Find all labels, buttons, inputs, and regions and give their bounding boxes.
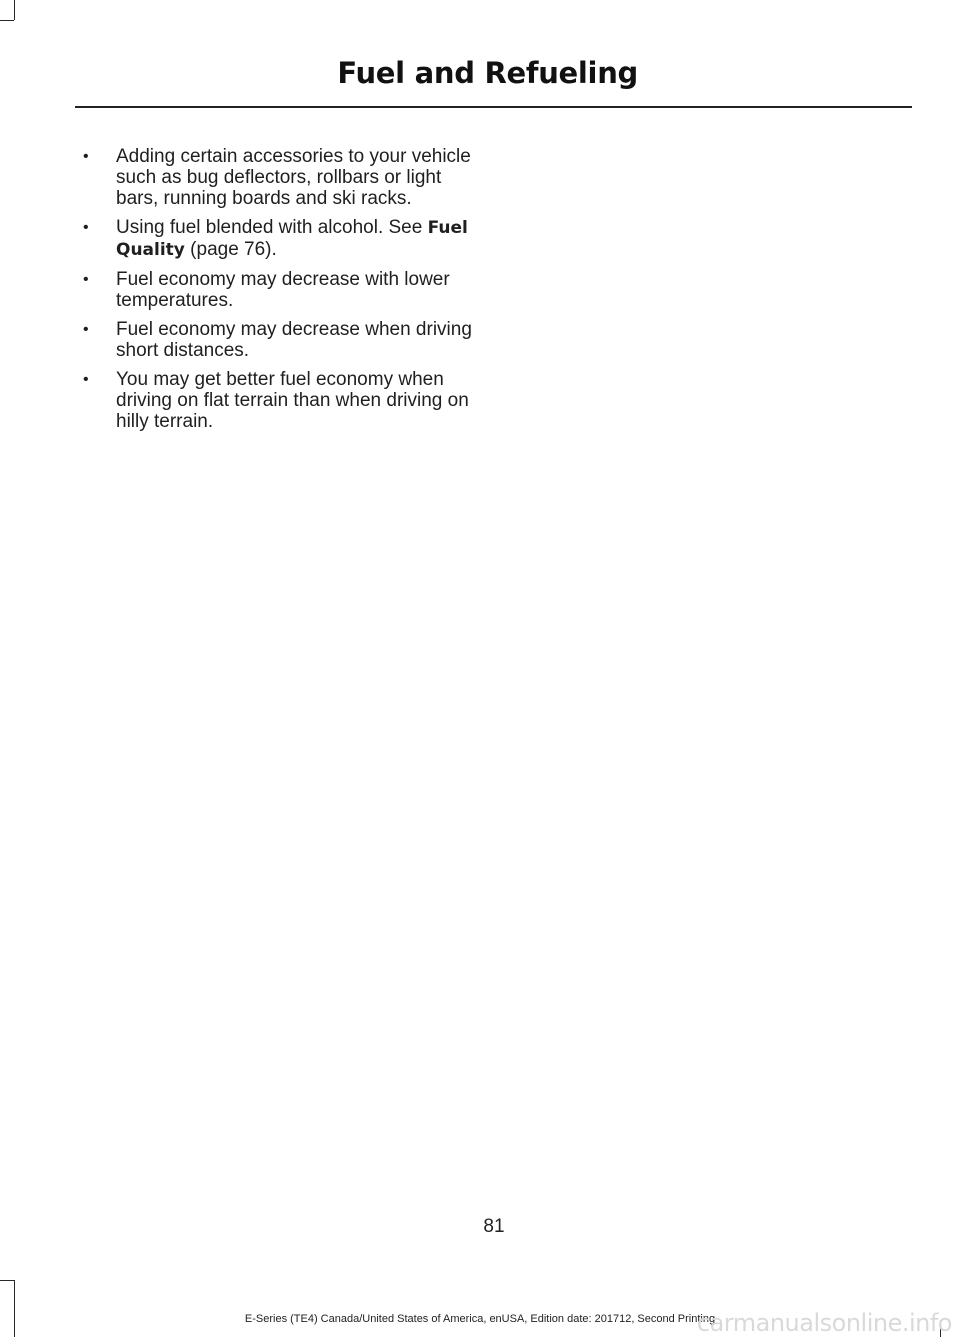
crop-mark-top-left: [14, 0, 15, 20]
bullet-icon: •: [83, 148, 89, 165]
list-item-text: Fuel economy may decrease when driving short distances.: [116, 319, 472, 361]
watermark: carmanualsonline.info: [696, 1309, 952, 1337]
list-item: [75, 369, 480, 432]
list-item: [75, 319, 480, 361]
list-item-text: Using fuel blended with alcohol. See: [116, 217, 428, 238]
cross-reference-link[interactable]: Fuel Quality: [116, 218, 468, 260]
footer-edition-info: E-Series (TE4) Canada/United States of America, enUSA, Edition date: 201712, Second Printing: [244, 1313, 716, 1325]
bullet-icon: •: [83, 219, 89, 236]
bullet-icon: •: [83, 271, 89, 288]
list-item: [75, 146, 480, 209]
list-item: [75, 269, 480, 311]
page-title: Fuel and Refueling: [337, 56, 638, 90]
list-item-text: You may get better fuel economy when driving on flat terrain than when driving on hilly terrain.: [116, 369, 469, 432]
list-item-text: Fuel economy may decrease with lower temperatures.: [116, 269, 450, 311]
list-item-text: Adding certain accessories to your vehicle such as bug deflectors, rollbars or light bars, running boards and ski racks.: [116, 146, 471, 209]
bullet-icon: •: [83, 321, 89, 338]
crop-mark-top-left-h: [0, 20, 14, 21]
list-item-page-ref: (page 76).: [184, 239, 277, 260]
header-divider: [75, 106, 912, 108]
bullet-list: [75, 146, 480, 440]
crop-mark-bottom-left: [14, 1280, 15, 1337]
page-number: 81: [483, 1216, 505, 1237]
list-item: [75, 217, 480, 261]
crop-mark-bottom-left-h: [0, 1280, 14, 1281]
bullet-icon: •: [83, 371, 89, 388]
